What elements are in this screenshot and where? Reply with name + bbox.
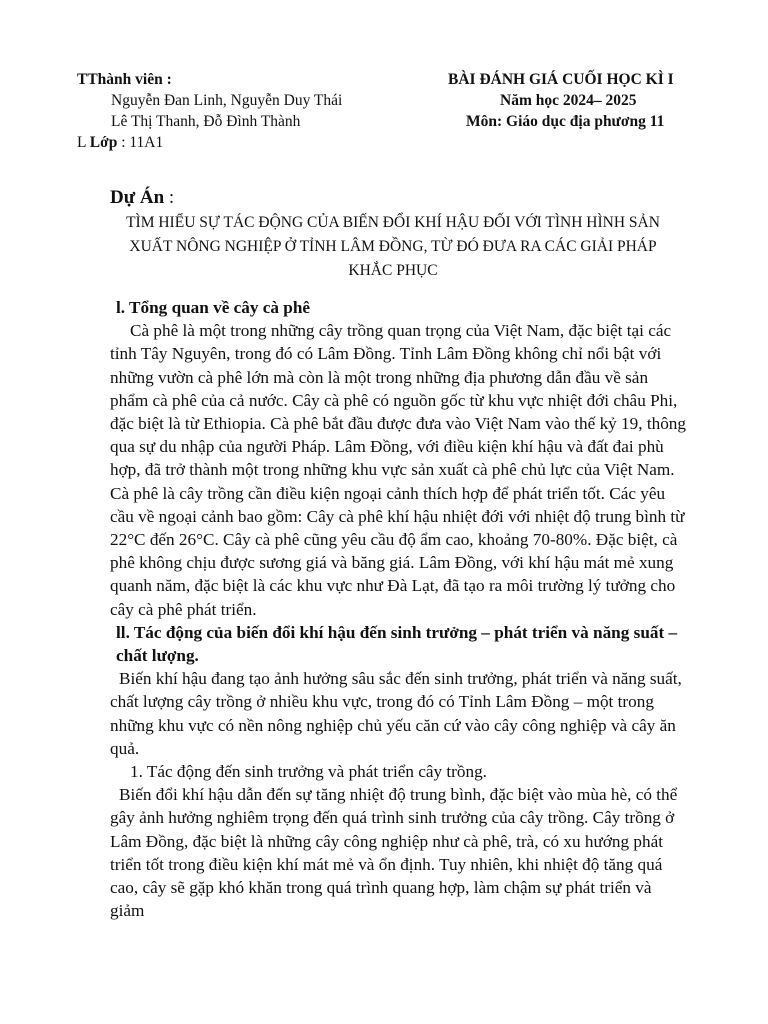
class-value: : 11A1 <box>117 134 164 151</box>
section-2-heading <box>110 621 690 667</box>
section-2-item-1: 1. Tác động đến sinh trưởng và phát triển cây trồng. <box>130 762 487 782</box>
section-2-paragraph: Biến khí hậu đang tạo ảnh hưởng sâu sắc đến sinh trưởng, phát triển và năng suất, chất lượng cây trồng ở nhiều khu vực, trong đó có Tỉnh Lâm Đồng – một trong những khu vực có nền nông nghiệp chủ yếu căn cứ vào cây công nghiệp và cây ăn quả. <box>110 669 682 758</box>
class-line <box>77 132 342 153</box>
subject: Môn: Giáo dục địa phương 11 <box>466 113 665 130</box>
members-line-1: Nguyễn Đan Linh, Nguyễn Duy Thái <box>111 92 343 109</box>
members-line-2: Lê Thị Thanh, Đỗ Đình Thành <box>111 113 301 130</box>
section-2-heading-num: ll <box>116 622 126 642</box>
section-1-paragraph: Cà phê là một trong những cây trồng quan trọng của Việt Nam, đặc biệt tại các tỉnh Tây Nguyên, trong đó có Lâm Đồng. Tỉnh Lâm Đồng không chỉ nổi bật với những vườn cà phê lớn mà còn là một trong những địa phương dẫn đầu về sản phẩm cà phê của cả nước. Cây cà phê có nguồn gốc từ khu vực nhiệt đới châu Phi, đặc biệt là từ Ethiopia. Cà phê bắt đầu được đưa vào Việt Nam vào thế kỷ 19, thông qua sự du nhập của người Pháp. Lâm Đồng, với điều kiện khí hậu và đất đai phù hợp, đã trở thành một trong những khu vực sản xuất cà phê chủ lực của Việt Nam. Cà phê là cây trồng cần điều kiện ngoại cảnh thích hợp để phát triển tốt. Các yêu cầu về ngoại cảnh bao gồm: Cây cà phê khí hậu nhiệt đới với nhiệt độ trung bình từ 22°C đến 26°C. Cây cà phê cũng yêu cầu độ ẩm cao, khoảng 70-80%. Đặc biệt, cà phê không chịu được sương giá và băng giá. Lâm Đồng, với khí hậu mát mẻ xung quanh năm, đặc biệt là các khu vực như Đà Lạt, đã tạo ra môi trường lý tưởng cho cây cà phê phát triển. <box>110 321 686 619</box>
school-year: Năm học 2024– 2025 <box>500 92 637 109</box>
project-title: TÌM HIỂU SỰ TÁC ĐỘNG CỦA BIẾN ĐỔI KHÍ HẬU ĐỐI VỚI TÌNH HÌNH SẢN XUẤT NÔNG NGHIỆP Ở TỈNH LÂM ĐỒNG, TỪ ĐÓ ĐƯA RA CÁC GIẢI PHÁP KHẮC PHỤC <box>126 214 660 279</box>
project-label <box>110 186 174 210</box>
section-1-heading: l. Tổng quan về cây cà phê <box>116 298 311 317</box>
section-2-item-1-paragraph: Biến đổi khí hậu dẫn đến sự tăng nhiệt độ trung bình, đặc biệt vào mùa hè, có thể gây ảnh hưởng nghiêm trọng đến quá trình sinh trưởng của cây trồng. Cây trồng ở Lâm Đồng, đặc biệt là những cây công nghiệp như cà phê, trà, có xu hướng phát triển tốt trong điều kiện khí mát mẻ và ổn định. Tuy nhiên, khi nhiệt độ tăng quá cao, cây sẽ gặp khó khăn trong quá trình quang hợp, làm chậm sự phát triển và giảm <box>110 785 678 921</box>
document-body <box>110 296 690 922</box>
project-label-suffix: : <box>164 187 175 208</box>
exam-title: BÀI ĐÁNH GIÁ CUỐI HỌC KÌ I <box>448 71 674 88</box>
header-members-block <box>77 69 342 153</box>
section-2-heading-text: . Tác động của biến đổi khí hậu đến sinh trưởng – phát triển và năng suất – chất lượng. <box>116 622 678 666</box>
class-prefix: L <box>77 134 90 151</box>
class-label: Lớp <box>89 134 118 151</box>
project-label-text: Dự Án <box>110 187 165 208</box>
header-exam-block <box>446 69 674 132</box>
members-label: TThành viên : <box>77 71 172 88</box>
